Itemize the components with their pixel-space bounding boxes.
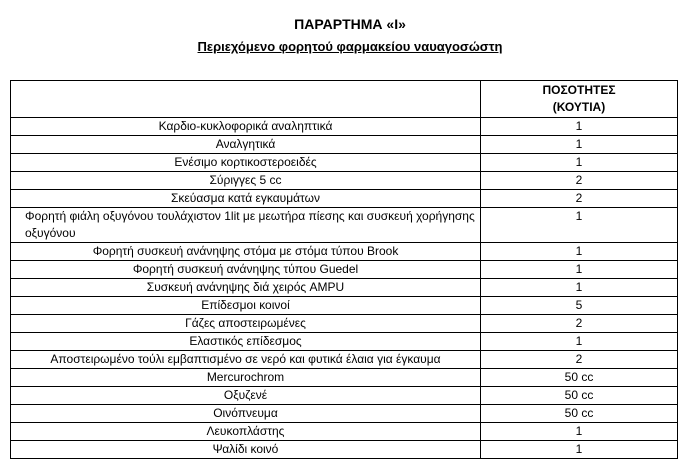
item-quantity: 1 (481, 441, 678, 459)
table-row (11, 136, 678, 154)
item-name: Αναλγητικά (11, 136, 481, 154)
item-name: Φορητή συσκευή ανάνηψης τύπου Guedel (11, 261, 481, 279)
table-row (11, 118, 678, 136)
item-name: Γάζες αποστειρωμένες (11, 315, 481, 333)
item-name: Επίδεσμοι κοινοί (11, 297, 481, 315)
item-quantity: 2 (481, 315, 678, 333)
item-name: Οξυζενέ (11, 387, 481, 405)
table-row (11, 190, 678, 208)
item-quantity: 1 (481, 243, 678, 261)
item-name: Ενέσιμο κορτικοστεροειδές (11, 154, 481, 172)
item-quantity: 1 (481, 423, 678, 441)
item-quantity: 50 cc (481, 405, 678, 423)
table-row (11, 261, 678, 279)
item-quantity: 5 (481, 297, 678, 315)
table-row (11, 243, 678, 261)
item-name: Mercurochrom (11, 369, 481, 387)
table-row (11, 154, 678, 172)
item-quantity: 1 (481, 261, 678, 279)
item-name: Φορητή συσκευή ανάνηψης στόμα με στόμα τύπου Brook (11, 243, 481, 261)
item-quantity: 1 (481, 333, 678, 351)
table-row (11, 423, 678, 441)
table-row (11, 441, 678, 459)
item-quantity: 2 (481, 172, 678, 190)
table-row (11, 387, 678, 405)
table-header-row (11, 81, 678, 118)
item-name: Καρδιο-κυκλοφορικά αναληπτικά (11, 118, 481, 136)
item-column-header (11, 81, 481, 118)
item-quantity: 1 (481, 136, 678, 154)
table-row (11, 279, 678, 297)
table-row (11, 208, 678, 243)
item-quantity: 2 (481, 190, 678, 208)
item-quantity: 1 (481, 118, 678, 136)
table-row (11, 369, 678, 387)
item-name: Συσκευή ανάνηψης διά χειρός AMPU (11, 279, 481, 297)
item-quantity: 1 (481, 208, 678, 243)
table-row (11, 172, 678, 190)
item-name: Ψαλίδι κοινό (11, 441, 481, 459)
item-quantity: 2 (481, 351, 678, 369)
document-title: ΠΑΡΑΡΤΗΜΑ «Ι» (294, 16, 406, 32)
item-name: Λευκοπλάστης (11, 423, 481, 441)
quantity-column-header (481, 81, 678, 118)
item-quantity: 50 cc (481, 369, 678, 387)
item-name: Φορητή φιάλη οξυγόνου τουλάχιστον 1lit με μεωτήρα πίεσης και συσκευή χορήγησης οξυγόνου (11, 208, 481, 243)
quantity-header-line1: ΠΟΣΟΤΗΤΕΣ (542, 83, 616, 97)
table-row (11, 333, 678, 351)
first-aid-kit-table (10, 80, 678, 459)
quantity-header-line2: (ΚΟΥΤΙΑ) (552, 100, 606, 114)
table-row (11, 297, 678, 315)
item-name: Σύριγγες 5 cc (11, 172, 481, 190)
item-name: Οινόπνευμα (11, 405, 481, 423)
item-name: Σκεύασμα κατά εγκαυμάτων (11, 190, 481, 208)
table-row (11, 351, 678, 369)
item-name: Ελαστικός επίδεσμος (11, 333, 481, 351)
item-quantity: 1 (481, 154, 678, 172)
item-name: Αποστειρωμένο τούλι εμβαπτισμένο σε νερό και φυτικά έλαια για έγκαυμα (11, 351, 481, 369)
item-quantity: 50 cc (481, 387, 678, 405)
item-quantity: 1 (481, 279, 678, 297)
table-row (11, 405, 678, 423)
document-subtitle: Περιεχόμενο φορητού φαρμακείου ναυαγοσώστη (197, 39, 503, 54)
table-row (11, 315, 678, 333)
